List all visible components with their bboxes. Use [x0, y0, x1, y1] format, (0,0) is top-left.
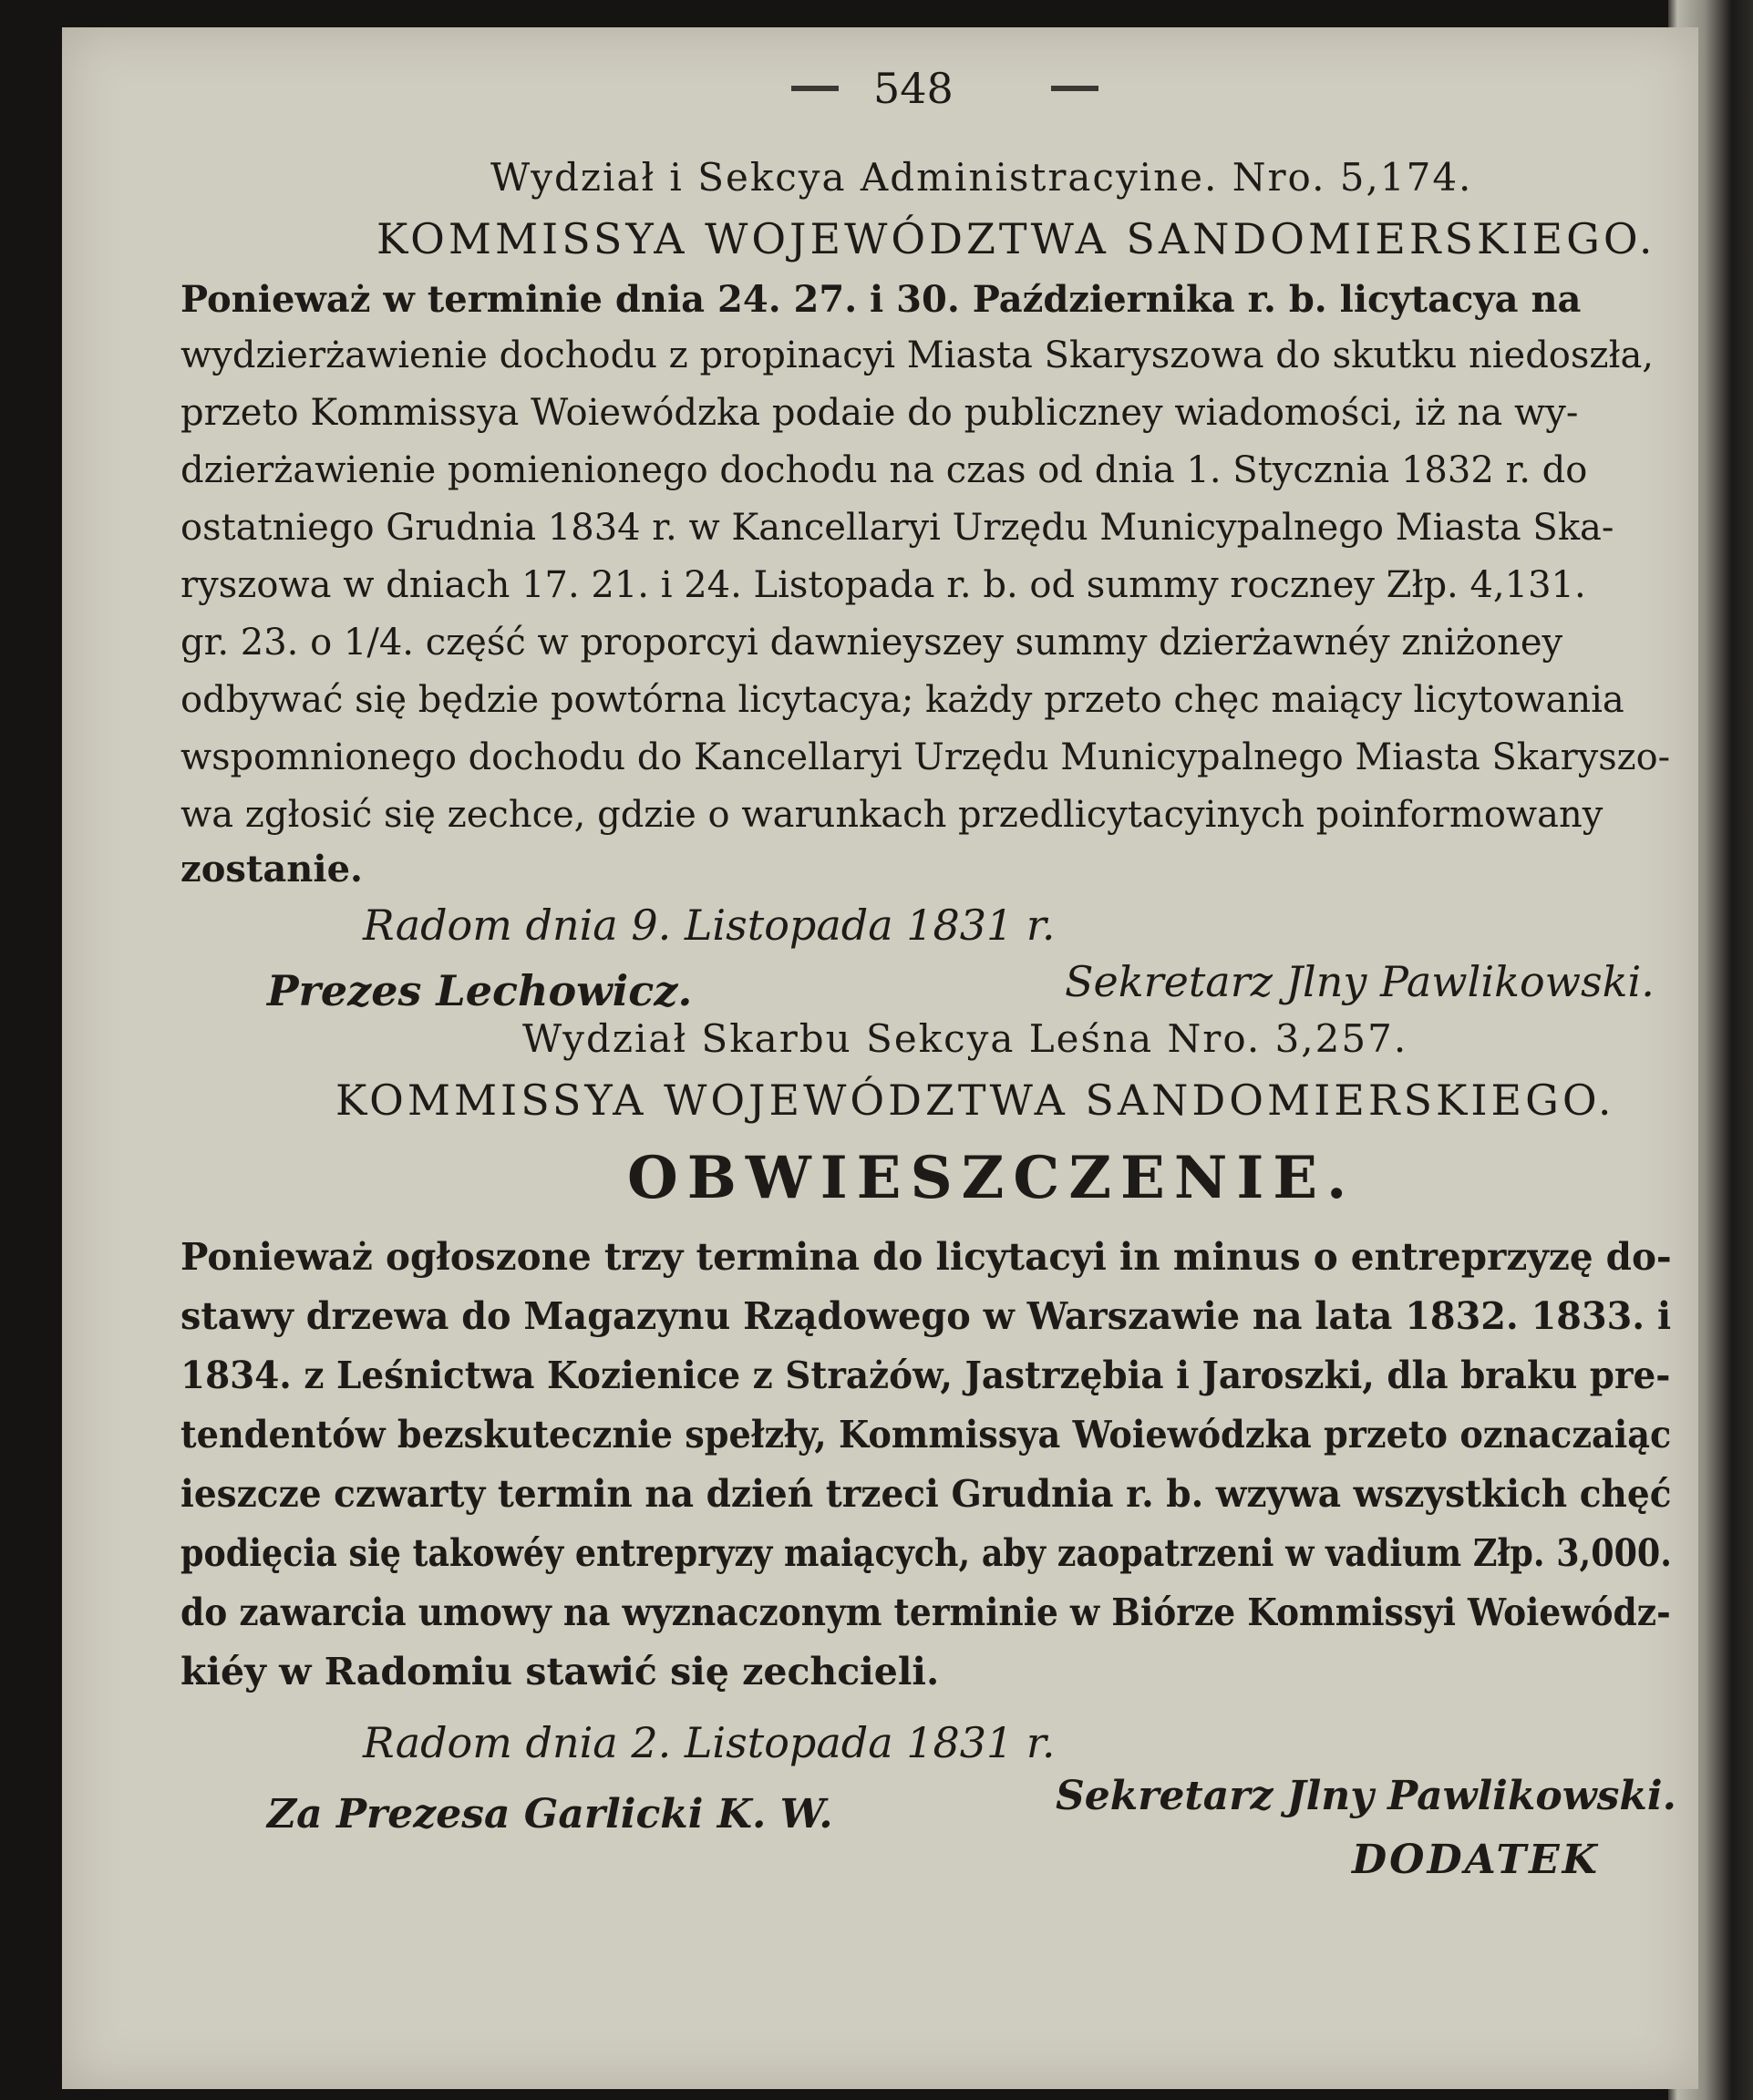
notice2-president: Za Prezesa Garlicki K. W. — [267, 1791, 833, 1838]
notice1-department: Wydział i Sekcya Administracyine. Nro. 5,174. — [490, 155, 1473, 200]
notice1-date: Radom dnia 9. Listopada 1831 r. — [363, 901, 1056, 950]
notice2-date: Radom dnia 2. Listopada 1831 r. — [363, 1718, 1056, 1767]
notice1-line-10: wa zgłosić się zechce, gdzie o warunkach przedlicytacyinych poinformowany — [180, 794, 1603, 836]
page-number-dash-right — [1051, 86, 1098, 91]
notice2-line-3: 1834. z Leśnictwa Kozienice z Strażów, Jastrzębia i Jaroszki, dla braku pre- — [180, 1354, 1671, 1397]
notice1-line-2: wydzierżawienie dochodu z propinacyi Miasta Skaryszowa do skutku niedoszła, — [180, 335, 1655, 376]
notice1-line-7: gr. 23. o 1/4. część w proporcyi dawnieyszey summy dzierżawnéy zniżoney — [180, 622, 1563, 664]
notice1-line-4: dzierżawienie pomienionego dochodu na czas od dnia 1. Stycznia 1832 r. do — [180, 449, 1588, 491]
notice1-line-9: wspomnionego dochodu do Kancellaryi Urzędu Municypalnego Miasta Skaryszo- — [180, 736, 1671, 778]
notice2-secretary: Sekretarz Jlny Pawlikowski. — [1056, 1773, 1676, 1819]
notice2-line-4: tendentów bezskutecznie spełzły, Kommissya Woiewódzka przeto oznaczaiąc — [180, 1413, 1672, 1457]
page-number-dash-left — [791, 86, 839, 91]
notice2-commission: KOMMISSYA WOJEWÓDZTWA SANDOMIERSKIEGO. — [335, 1076, 1615, 1125]
notice2-line-5: ieszcze czwarty termin na dzień trzeci Grudnia r. b. wzywa wszystkich chęć — [180, 1472, 1672, 1516]
notice1-line-6: ryszowa w dniach 17. 21. i 24. Listopada r. b. od summy roczney Złp. 4,131. — [180, 564, 1586, 606]
notice1-line-1: Ponieważ w terminie dnia 24. 27. i 30. Października r. b. licytacya na — [180, 278, 1582, 321]
notice2-department: Wydział Skarbu Sekcya Leśna Nro. 3,257. — [522, 1016, 1408, 1061]
notice2-heading: OBWIESZCZENIE. — [627, 1144, 1356, 1212]
page-number: 548 — [873, 64, 954, 113]
page-footer-catchword: DODATEK — [1352, 1837, 1600, 1883]
notice2-line-1: Ponieważ ogłoszone trzy termina do licytacyi in minus o entreprzyzę do- — [180, 1235, 1672, 1279]
notice1-line-3: przeto Kommissya Woiewódzka podaie do publiczney wiadomości, iż na wy- — [180, 392, 1579, 434]
notice1-line-8: odbywać się będzie powtórna licytacya; każdy przeto chęc maiący licytowania — [180, 679, 1624, 721]
notice1-president: Prezes Lechowicz. — [267, 966, 693, 1015]
notice1-line-11: zostanie. — [180, 848, 363, 890]
notice2-line-6: podięcia się takowéy entrepryzy maiących, aby zaopatrzeni w vadium Złp. 3,000. — [180, 1531, 1672, 1575]
notice2-line-2: stawy drzewa do Magazynu Rządowego w Warszawie na lata 1832. 1833. i — [180, 1294, 1672, 1338]
notice1-secretary: Sekretarz Jlny Pawlikowski. — [1065, 957, 1655, 1006]
notice1-line-5: ostatniego Grudnia 1834 r. w Kancellaryi Urzędu Municypalnego Miasta Ska- — [180, 507, 1614, 549]
notice2-line-7: do zawarcia umowy na wyznaczonym terminie w Biórze Kommissyi Woiewódz- — [180, 1590, 1671, 1634]
notice2-line-8: kiéy w Radomiu stawić się zechcieli. — [180, 1650, 940, 1693]
notice1-commission: KOMMISSYA WOJEWÓDZTWA SANDOMIERSKIEGO. — [376, 214, 1656, 263]
document-page — [62, 27, 1698, 2089]
